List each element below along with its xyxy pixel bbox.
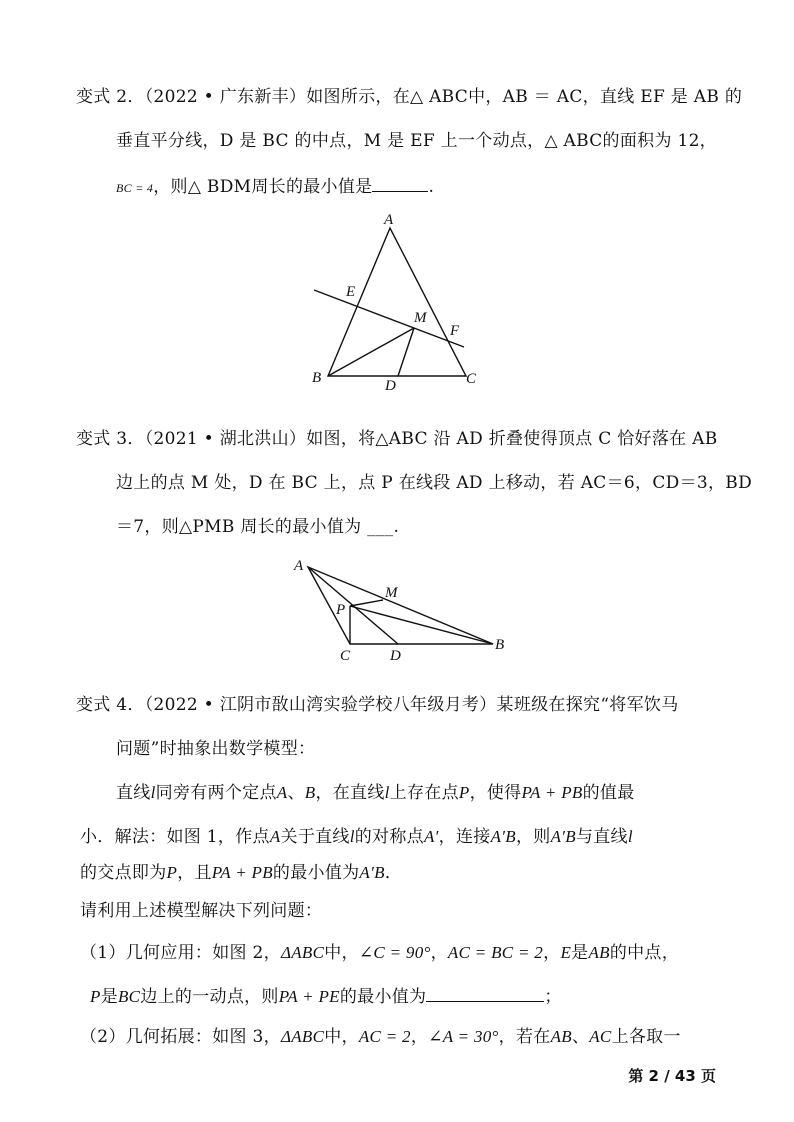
q2-line-3 (116, 173, 434, 200)
q2-line-3-text: ，则△ BDM周长的最小值是 (153, 177, 373, 197)
q4-para-4: 请利用上述模型解决下列问题： (80, 901, 323, 921)
q2-answer-blank (372, 173, 428, 192)
q2-label-b: B (312, 370, 322, 386)
q2-line-2: 垂直平分线，D 是 BC 的中点，M 是 EF 上一个动点，△ ABC的面积为 12， (116, 131, 717, 151)
q3-label-m: M (385, 585, 398, 601)
q2-label-d: D (385, 378, 396, 394)
q3-label-b: B (495, 637, 505, 653)
q3-line-3: ＝7，则△PMB 周长的最小值为 ___. (116, 517, 400, 537)
q2-triangle-abc (328, 228, 466, 376)
q2-end: . (428, 177, 435, 197)
q2-label-f: F (450, 323, 460, 339)
q2-label-c: C (466, 371, 477, 387)
q4-para-3: 的交点即为P，且PA + PB的最小值为A′B． (80, 863, 403, 883)
q4-sub-1-line-1: （1）几何应用：如图 2，ΔABC中，∠C = 90°，AC = BC = 2，E是AB的中点， (80, 943, 680, 963)
q3-line-2: 边上的点 M 处，D 在 BC 上，点 P 在线段 AD 上移动，若 AC＝6，CD＝3，BD (116, 473, 753, 493)
q4-line-1: 变式 4．（2022 • 江阴市敔山湾实验学校八年级月考）某班级在探究“将军饮马 (76, 695, 679, 715)
q3-label-d: D (390, 648, 401, 664)
q4-answer-blank (426, 983, 544, 1002)
q3-label-a: A (294, 558, 304, 574)
q2-line-1: 变式 2．（2022 • 广东新丰）如图所示，在△ ABC中，AB ＝ AC，直线 EF 是 AB 的 (76, 87, 743, 107)
q3-line-1: 变式 3．（2021 • 湖北洪山）如图，将△ABC 沿 AD 折叠使得顶点 C 恰好落在 AB (76, 429, 718, 449)
q3-segment-pm (350, 600, 383, 606)
q4-sub-1-line-2: P是BC边上的一动点，则PA + PE的最小值为 ； (90, 983, 562, 1009)
q4-line-2: 问题”时抽象出数学模型： (116, 739, 316, 759)
page-number: 第 2 / 43 页 (628, 1067, 716, 1085)
q2-figure (300, 210, 500, 395)
q4-sub-2-line-1: （2）几何拓展：如图 3，ΔABC中，AC = 2，∠A = 30°，若在AB、AC上各取一 (80, 1027, 681, 1047)
q4-para-2: 小．解法：如图 1，作点A关于直线l的对称点A′，连接A′B，则A′B与直线l (80, 827, 633, 847)
q3-label-p: P (336, 602, 346, 618)
q3-segment-pb (350, 606, 493, 644)
q2-label-a: A (384, 212, 394, 228)
q2-label-m: M (414, 310, 427, 326)
q3-label-c: C (340, 648, 351, 664)
q2-line-ef (314, 290, 464, 347)
q2-bc-formula: BC = 4 (116, 181, 154, 195)
q4-para-1: 直线l同旁有两个定点A、B，在直线l上存在点P，使得PA + PB的值最 (116, 783, 635, 803)
q3-figure (288, 552, 518, 667)
q2-label-e: E (346, 284, 356, 300)
